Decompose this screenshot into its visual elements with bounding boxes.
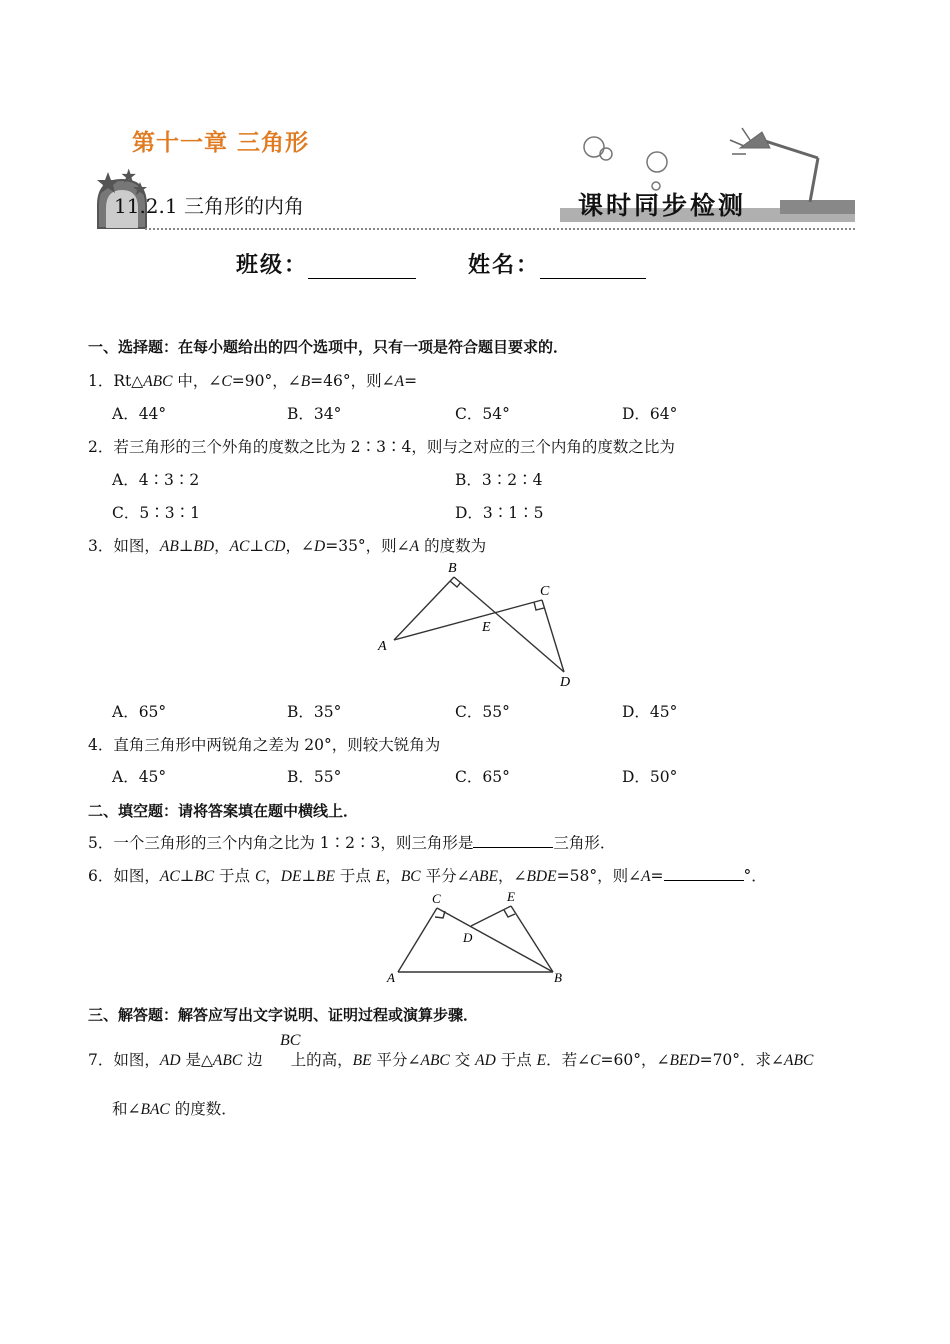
chapter-title: 第十一章 三角形 — [132, 130, 310, 156]
part1-heading: 一、选择题：在每小题给出的四个选项中，只有一项是符合题目要求的． — [88, 338, 569, 356]
label-e: E — [482, 620, 491, 635]
q2-option-c[interactable]: C．5∶3∶1 — [112, 504, 200, 522]
segment-de — [471, 906, 511, 926]
q6-answer-blank[interactable] — [664, 866, 744, 881]
segment-cd — [542, 600, 564, 672]
banner-title: 课时同步检测 — [578, 191, 747, 220]
q4-option-a[interactable]: A．45° — [112, 768, 167, 786]
name-label: 姓名： — [468, 252, 541, 278]
label-c: C — [432, 891, 441, 906]
label-b: B — [448, 561, 457, 576]
bubbles-icon — [584, 137, 667, 190]
segment-eb — [511, 906, 553, 972]
q3-option-a[interactable]: A．65° — [112, 703, 167, 721]
label-b: B — [554, 970, 562, 985]
label-e: E — [507, 889, 515, 904]
label-d: D — [560, 675, 571, 690]
class-field — [236, 248, 416, 279]
q3-option-b[interactable]: B．35° — [287, 703, 342, 721]
q2-option-d[interactable]: D．3∶1∶5 — [455, 504, 544, 522]
segment-ab — [394, 577, 454, 640]
question-7: 7．如图，AD 是△ABC 边 上的高，BE 平分∠ABC 交 AD 于点 E．若∠C=60°，∠BED=70°．求∠ABC — [88, 1051, 814, 1069]
question-4: 4．直角三角形中两锐角之差为 20°，则较大锐角为 — [88, 736, 441, 754]
name-blank[interactable] — [540, 258, 646, 279]
q6-figure — [383, 888, 573, 986]
label-d: D — [463, 930, 473, 945]
question-1: 1．Rt△ABC 中，∠C=90°，∠B=46°，则∠A= — [88, 372, 418, 390]
q1-option-a[interactable]: A．44° — [112, 405, 167, 423]
q4-option-b[interactable]: B．55° — [287, 768, 342, 786]
right-angle-e — [504, 910, 515, 917]
q4-option-d[interactable]: D．50° — [622, 768, 678, 786]
q1-option-d[interactable]: D．64° — [622, 405, 678, 423]
q3-figure — [372, 555, 582, 690]
section-title: 11.2.1 三角形的内角 — [114, 194, 304, 218]
q2-option-b[interactable]: B．3∶2∶4 — [455, 471, 543, 489]
q3-option-c[interactable]: C．55° — [455, 703, 510, 721]
label-a: A — [387, 970, 395, 985]
q3-option-d[interactable]: D．45° — [622, 703, 678, 721]
part3-heading: 三、解答题：解答应写出文字说明、证明过程或演算步骤． — [88, 1006, 479, 1024]
q4-option-c[interactable]: C．65° — [455, 768, 510, 786]
q2-option-a[interactable]: A．4∶3∶2 — [112, 471, 200, 489]
label-c: C — [540, 584, 550, 599]
segment-ac — [398, 908, 437, 972]
segment-cb — [437, 908, 553, 972]
q1-option-b[interactable]: B．34° — [287, 405, 342, 423]
q5-answer-blank[interactable] — [473, 833, 553, 848]
question-2: 2．若三角形的三个外角的度数之比为 2∶3∶4，则与之对应的三个内角的度数之比为 — [88, 438, 675, 456]
part2-heading: 二、填空题：请将答案填在题中横线上． — [88, 802, 359, 820]
question-6: 6．如图，AC⊥BC 于点 C，DE⊥BE 于点 E，BC 平分∠ABE，∠BDE=58°，则∠A= °． — [88, 867, 767, 885]
class-blank[interactable] — [308, 258, 416, 279]
question-5: 5．一个三角形的三个内角之比为 1∶2∶3，则三角形是 三角形． — [88, 834, 616, 852]
class-label: 班级： — [236, 252, 309, 278]
question-3: 3．如图，AB⊥BD，AC⊥CD，∠D=35°，则∠A 的度数为 — [88, 537, 487, 555]
name-field — [468, 248, 646, 279]
question-7-line2: 和∠BAC 的度数． — [112, 1100, 237, 1118]
q1-option-c[interactable]: C．54° — [455, 405, 510, 423]
label-a: A — [378, 639, 387, 654]
